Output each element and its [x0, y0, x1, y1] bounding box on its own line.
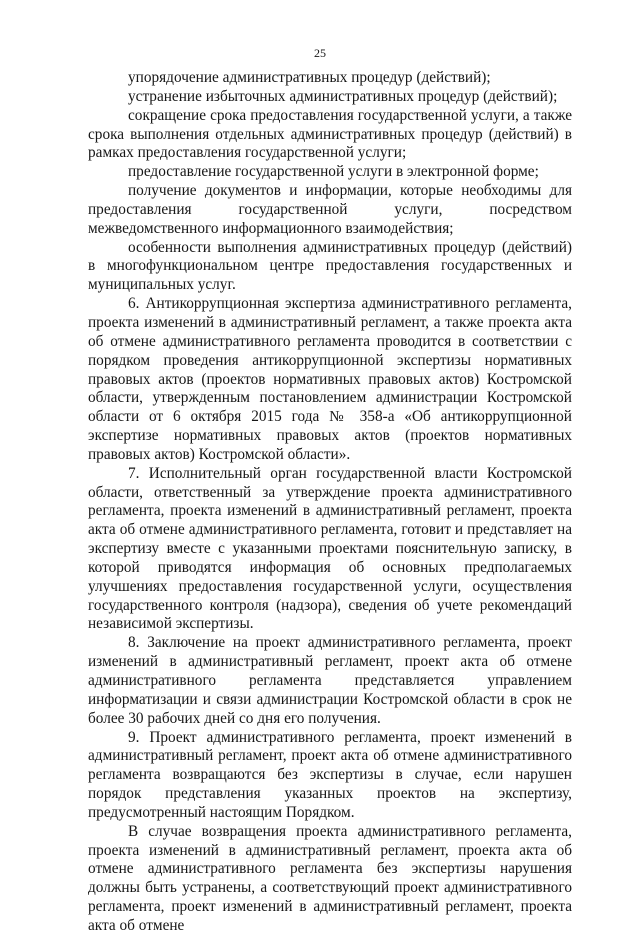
paragraph-10: 9. Проект административного регламента, проект изменений в административный регламент, проект акта об отмене административного регламента возвращаются без экспертизы в случае, если нарушен порядок представления указанных проектов на экспертизу, предусмотренный настоящим Порядком.	[88, 728, 572, 821]
paragraph-2: устранение избыточных административных процедур (действий);	[128, 87, 558, 105]
paragraph-7: 6. Антикоррупционная экспертиза административного регламента, проекта изменений в административный регламент, а также проекта акта об отмене административного регламента проводится в соответствии с порядком проведения антикоррупционной экспертизы нормативных правовых актов (проектов нормативных правовых актов) Костромской области, утвержденным постановлением администрации Костромской области от 6 октября 2015 года № 358-а «Об антикоррупционной экспертизе нормативных правовых актов (проектов нормативных правовых актов) Костромской области».	[88, 295, 572, 463]
paragraph-3: сокращение срока предоставления государственной услуги, а также срока выполнения отдельных административных процедур (действий) в рамках предоставления государственной услуги;	[88, 106, 572, 162]
paragraph-9: 8. Заключение на проект административного регламента, проект изменений в административный регламент, проект акта об отмене административного регламента представляется управлением информатизации и связи администрации Костромской области в срок не более 30 рабочих дней со дня его получения.	[88, 634, 572, 727]
paragraph-8: 7. Исполнительный орган государственной власти Костромской области, ответственный за утверждение проекта административного регламента, проекта изменений в административный регламент, проекта акта об отмене административного регламента, готовит и представляет на экспертизу вместе с указанными проектами пояснительную записку, в которой приводятся информация об основных предполагаемых улучшениях предоставления государственной услуги, осуществления государственного контроля (надзора), сведения об учете рекомендаций независимой экспертизы.	[88, 464, 572, 633]
document-body	[88, 69, 572, 936]
paragraph-1: упорядочение административных процедур (действий);	[128, 69, 491, 86]
paragraph-4: предоставление государственной услуги в электронной форме;	[128, 163, 539, 181]
paragraph-6: особенности выполнения административных процедур (действий) в многофункциональном центре предоставления государственных и муниципальных услуг.	[88, 238, 572, 294]
page-number: 25	[314, 46, 326, 60]
paragraph-5: получение документов и информации, которые необходимы для предоставления государственной услуги, посредством межведомственного информационного взаимодействия;	[88, 182, 572, 237]
paragraph-11: В случае возвращения проекта административного регламента, проекта изменений в административный регламент, проекта акта об отмене административного регламента без экспертизы нарушения должны быть устранены, а соответствующий проект административного регламента, проект изменений в административный регламент, проекта акта об отмене	[88, 822, 572, 934]
